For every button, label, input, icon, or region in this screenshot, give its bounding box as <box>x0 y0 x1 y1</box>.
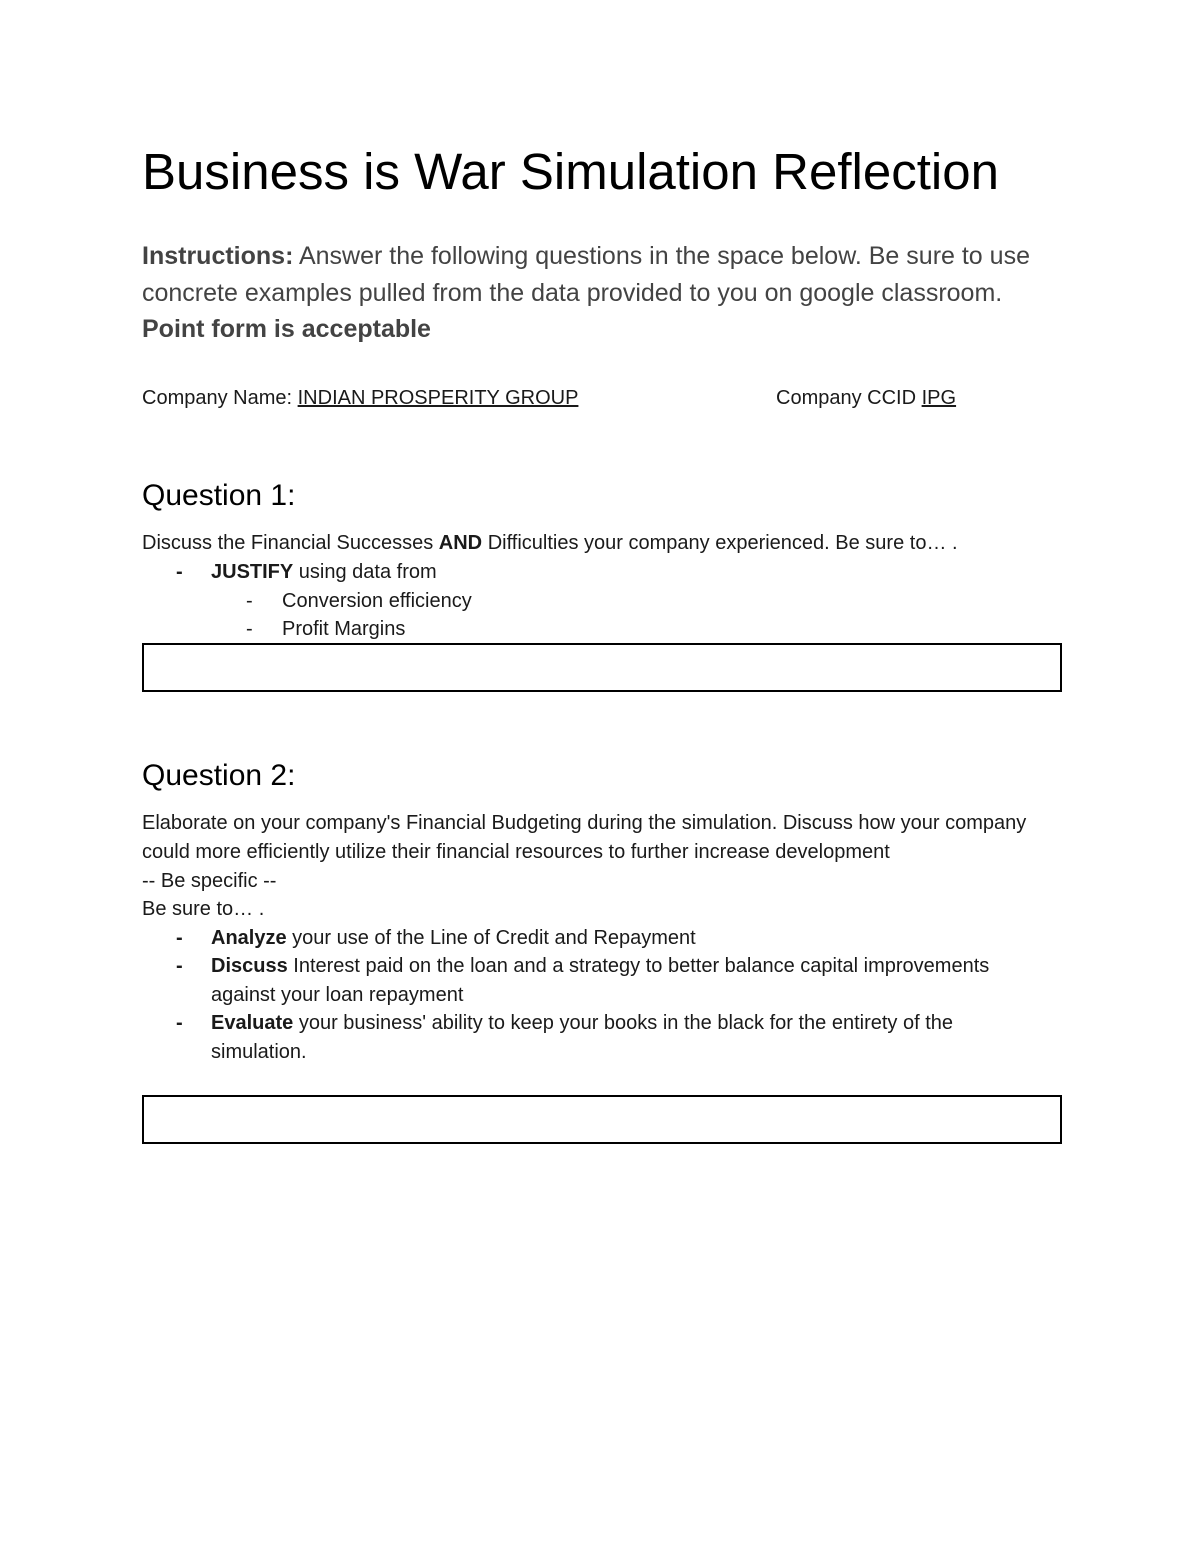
question-2-bullet-text <box>211 952 1056 1009</box>
bullet-dash: - <box>176 561 183 583</box>
bullet-dash: - <box>176 1012 183 1034</box>
question-2-bullet-rest: Interest paid on the loan and a strategy to better balance capital improvements against your loan repayment <box>211 955 990 1006</box>
company-ccid-label: Company CCID <box>776 387 922 409</box>
company-name-label: Company Name: <box>142 387 298 409</box>
question-1-bullet-text <box>211 558 437 587</box>
question-1-bullet-rest: using data from <box>293 561 437 583</box>
question-2-bullet-bold: Evaluate <box>211 1012 294 1034</box>
question-1-answer-box[interactable] <box>142 643 1062 692</box>
question-1-sub-item <box>246 587 1046 616</box>
company-ccid-value: IPG <box>921 387 957 409</box>
question-2-bullet-text <box>211 924 1056 953</box>
question-2-bullet-rest: your use of the Line of Credit and Repayment <box>286 927 696 949</box>
question-2-specific-note: -- Be specific -- <box>142 870 277 892</box>
question-2-bullet <box>176 1009 1056 1067</box>
instructions-emphasis: Point form is acceptable <box>142 315 431 343</box>
document-title: Business is War Simulation Reflection <box>142 143 999 200</box>
question-1-bullet <box>176 558 1056 587</box>
question-2-bullet <box>176 952 1056 1010</box>
company-ccid <box>776 384 956 412</box>
company-name-value: INDIAN PROSPERITY GROUP <box>297 387 579 409</box>
question-2-prompt: Elaborate on your company's Financial Budgeting during the simulation. Discuss how your company could more efficiently utilize their financial resources to further increase development <box>142 812 1027 863</box>
question-2-be-sure: Be sure to… . <box>142 898 265 920</box>
question-1-prompt <box>142 529 1062 558</box>
question-2-bullet-rest: your business' ability to keep your books in the black for the entirety of the simulation. <box>211 1012 954 1063</box>
question-1-sub-item <box>246 615 1046 644</box>
instructions-text: Answer the following questions in the space below. Be sure to use concrete examples pulled from the data provided to you on google classroom. <box>142 242 1030 307</box>
question-1-heading: Question 1: <box>142 479 296 512</box>
question-2-bullet <box>176 924 1056 953</box>
question-1-sub-item-text: Profit Margins <box>282 618 406 640</box>
question-2-bullet-text <box>211 1009 1031 1066</box>
question-2-heading: Question 2: <box>142 759 296 792</box>
bullet-dash: - <box>176 927 183 949</box>
question-1-sub-item-text: Conversion efficiency <box>282 590 472 612</box>
question-1-prompt-end: Difficulties your company experienced. Be sure to… . <box>482 532 958 554</box>
instructions-paragraph <box>142 238 1052 348</box>
question-1-prompt-start: Discuss the Financial Successes <box>142 532 439 554</box>
company-name <box>142 384 578 412</box>
question-2-answer-box[interactable] <box>142 1095 1062 1144</box>
question-2-bullet-bold: Discuss <box>211 955 288 977</box>
sub-bullet-dash: - <box>246 590 253 612</box>
instructions-label: Instructions: <box>142 242 294 270</box>
question-1-bullet-bold: JUSTIFY <box>211 561 294 583</box>
bullet-dash: - <box>176 955 183 977</box>
question-1-prompt-bold: AND <box>438 532 483 554</box>
question-2-bullet-bold: Analyze <box>211 927 287 949</box>
sub-bullet-dash: - <box>246 618 253 640</box>
